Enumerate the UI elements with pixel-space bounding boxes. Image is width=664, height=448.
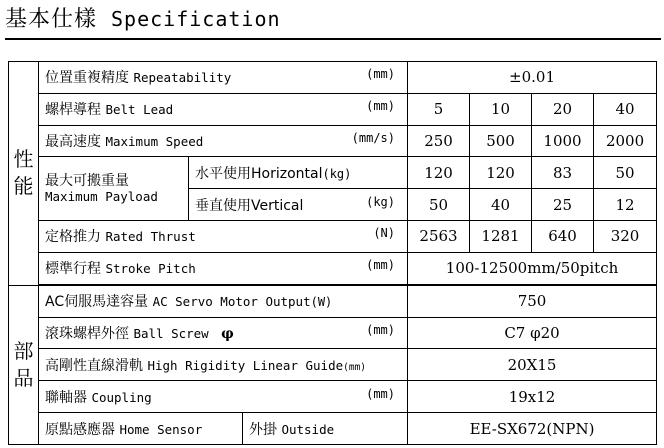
- group-parts-label: 部 品: [13, 338, 34, 390]
- label-home-sensor-mount: [243, 413, 408, 445]
- label-sub-en: Outside: [281, 421, 335, 437]
- value-coupling: 19x12: [408, 381, 657, 413]
- value-payload-horizontal: 50: [594, 157, 657, 189]
- label-en: Stroke Pitch: [105, 261, 196, 277]
- unit-ball-screw: (mm): [366, 323, 396, 338]
- value-max-speed: 500: [470, 125, 532, 157]
- phi-symbol: φ: [221, 326, 234, 343]
- label-sub-cn: 外掛: [249, 421, 277, 438]
- label-cn: 標準行程: [45, 261, 101, 278]
- label-horizontal-text: 水平使用Horizontal: [195, 165, 323, 182]
- title-en: Specification: [111, 7, 281, 31]
- label-cn: 最高速度: [45, 134, 101, 151]
- page-title: [5, 2, 281, 33]
- unit-belt-lead: (mm): [366, 99, 396, 114]
- label-ball-screw: [39, 317, 408, 349]
- unit-horizontal: (kg): [322, 166, 352, 181]
- title-divider: [5, 38, 661, 40]
- value-max-speed: 1000: [532, 125, 594, 157]
- row-max-speed: [9, 125, 657, 157]
- label-en: Coupling: [91, 389, 152, 405]
- unit-repeatability: (mm): [366, 67, 396, 82]
- label-en: High Rigidity Linear Guide: [147, 357, 344, 373]
- label-en: Maximum Payload: [45, 188, 158, 204]
- label-en: AC Servo Motor Output: [152, 294, 311, 310]
- row-payload-horizontal: [9, 157, 657, 189]
- label-rated-thrust: [39, 221, 408, 253]
- value-repeatability: ±0.01: [408, 62, 657, 94]
- unit-stroke: (mm): [366, 258, 396, 273]
- label-en: Home Sensor: [119, 421, 203, 437]
- value-rated-thrust: 320: [594, 221, 657, 253]
- label-vertical-text: 垂直使用Vertical: [195, 197, 304, 214]
- value-stroke: 100-12500mm/50pitch: [408, 252, 657, 284]
- value-payload-vertical: 25: [532, 189, 594, 221]
- label-cn: AC伺服馬達容量: [45, 294, 149, 311]
- title-cn: 基本仕樣: [5, 7, 98, 32]
- label-coupling: [39, 381, 408, 413]
- label-cn: 原點感應器: [45, 421, 115, 438]
- value-payload-horizontal: 120: [408, 157, 470, 189]
- group-parts: [9, 285, 39, 444]
- label-cn: 位置重複精度: [45, 70, 129, 87]
- label-cn: 螺桿導程: [45, 102, 101, 119]
- label-home-sensor: [39, 413, 243, 445]
- value-belt-lead: 20: [532, 93, 594, 125]
- value-servo: 750: [408, 285, 657, 317]
- row-servo: [9, 285, 657, 317]
- value-max-speed: 250: [408, 125, 470, 157]
- value-ball-screw: C7 φ20: [408, 317, 657, 349]
- row-stroke: [9, 252, 657, 284]
- unit-linear-guide: (mm): [343, 361, 367, 373]
- label-max-payload: [39, 157, 189, 221]
- value-payload-vertical: 12: [594, 189, 657, 221]
- label-en: Ball Screw: [133, 326, 209, 342]
- group-performance-label: 性 能: [13, 147, 34, 199]
- unit-max-speed: (mm/s): [351, 131, 396, 146]
- label-en: Belt Lead: [105, 102, 174, 118]
- label-belt-lead: [39, 93, 408, 125]
- label-cn: 聯軸器: [45, 389, 87, 406]
- unit-coupling: (mm): [366, 386, 396, 401]
- label-max-speed: [39, 125, 408, 157]
- label-cn: 滾珠螺桿外徑: [45, 326, 129, 343]
- label-cn: 定格推力: [45, 229, 101, 246]
- label-linear-guide: [39, 349, 408, 381]
- unit-rated-thrust: (N): [373, 226, 396, 241]
- value-payload-horizontal: 83: [532, 157, 594, 189]
- unit-servo: (W): [310, 295, 333, 310]
- unit-vertical: (kg): [366, 194, 396, 209]
- value-belt-lead: 10: [470, 93, 532, 125]
- value-payload-vertical: 40: [470, 189, 532, 221]
- row-home-sensor: [9, 413, 657, 445]
- row-repeatability: [9, 62, 657, 94]
- value-rated-thrust: 2563: [408, 221, 470, 253]
- value-home-sensor: EE-SX672(NPN): [408, 413, 657, 445]
- label-en: Maximum Speed: [105, 134, 204, 150]
- row-ball-screw: [9, 317, 657, 349]
- row-rated-thrust: [9, 221, 657, 253]
- label-vertical: [189, 189, 408, 221]
- label-cn: 高剛性直線滑軌: [45, 357, 143, 374]
- row-linear-guide: [9, 349, 657, 381]
- value-belt-lead: 40: [594, 93, 657, 125]
- value-linear-guide: 20X15: [408, 349, 657, 381]
- label-horizontal: [189, 157, 408, 189]
- label-repeatability: [39, 62, 408, 94]
- row-coupling: [9, 381, 657, 413]
- value-max-speed: 2000: [594, 125, 657, 157]
- label-en: Rated Thrust: [105, 229, 196, 245]
- label-en: Repeatability: [133, 70, 232, 86]
- value-belt-lead: 5: [408, 93, 470, 125]
- value-payload-vertical: 50: [408, 189, 470, 221]
- spec-table: [8, 61, 657, 445]
- label-cn: 最大可搬重量: [45, 172, 129, 189]
- value-rated-thrust: 640: [532, 221, 594, 253]
- label-stroke: [39, 252, 408, 284]
- value-payload-horizontal: 120: [470, 157, 532, 189]
- value-rated-thrust: 1281: [470, 221, 532, 253]
- group-performance: [9, 62, 39, 286]
- label-servo: [39, 285, 408, 317]
- row-belt-lead: [9, 93, 657, 125]
